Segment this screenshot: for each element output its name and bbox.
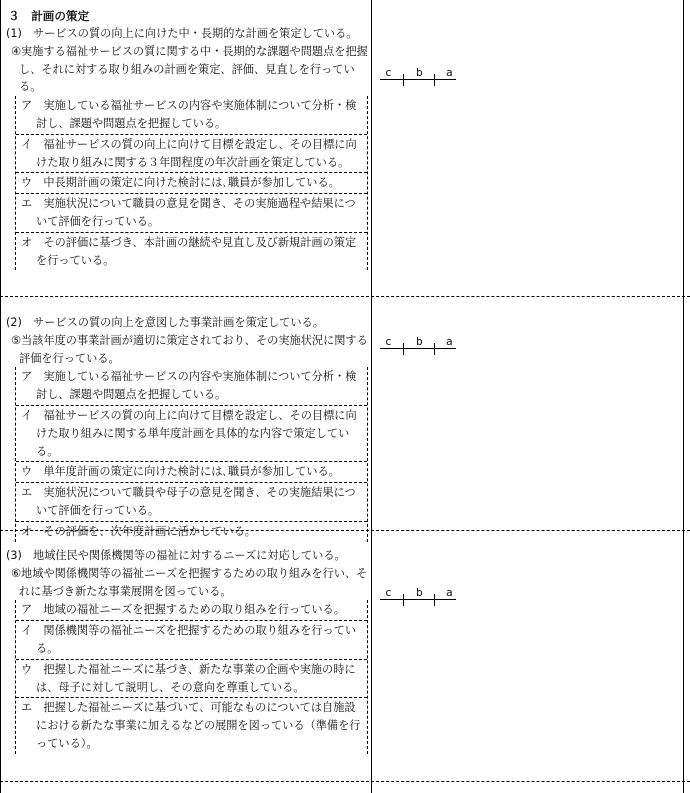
sub-criteria-list	[15, 367, 368, 541]
sub-criterion: オ その評価に基づき、本計画の継続や見直し及び新規計画の策定を行っている。	[21, 235, 357, 267]
item-title: (1) サービスの質の向上に向けた中・長期的な計画を策定している。	[6, 27, 358, 40]
rating-baseline	[380, 599, 456, 600]
rating-c[interactable]: c	[385, 335, 392, 348]
sub-criterion: ア 実施している福祉サービスの内容や実施体制について分析・検討し、課題や問題点を把握している。	[16, 96, 367, 135]
sub-criterion: ア 地域の福祉ニーズを把握するための取り組みを行っている。	[16, 600, 367, 621]
rating-baseline	[380, 348, 456, 349]
sub-criterion: ウ 単年度計画の策定に向けた検討には､職員が参加している。	[16, 462, 367, 483]
sub-criterion: イ 福祉サービスの質の向上に向けて目標を設定し、その目標に向けた取り組みに関する単年度計画を具体的な内容で策定している。	[16, 406, 367, 462]
sub-criterion: イ 関係機関等の福祉ニーズを把握するための取り組みを行っている。	[16, 621, 367, 660]
rating-tick	[403, 343, 404, 355]
rating-b[interactable]: b	[416, 66, 423, 79]
sub-criteria-list	[15, 600, 368, 753]
sub-criterion: エ 実施状況について職員や母子の意見を聞き、その実施結果について評価を行っている。	[16, 483, 367, 522]
rating-b[interactable]: b	[416, 586, 423, 599]
sub-criterion: エ 実施状況について職員の意見を聞き、その実施過程や結果について評価を行っている。	[16, 194, 367, 233]
evaluation-item-1	[6, 7, 370, 270]
left-border	[0, 0, 1, 793]
rating-tick	[403, 74, 404, 86]
evaluation-item-2	[6, 314, 370, 542]
rating-tick	[434, 343, 435, 355]
sub-criterion: ウ 把握した福祉ニーズに基づき、新たな事業の企画や実施の時には、母子に対して説明し、その意向を尊重している。	[16, 660, 367, 699]
rating-a[interactable]: a	[446, 66, 453, 79]
rating-tick	[434, 74, 435, 86]
right-border	[683, 0, 684, 793]
evaluation-criterion: ⑤当該年度の事業計画が適切に策定されており、その実施状況に関する評価を行っている。	[11, 333, 368, 365]
evaluation-item-3	[6, 547, 370, 754]
sub-criterion: ウ 中長期計画の策定に向けた検討には､職員が参加している。	[16, 173, 367, 194]
rating-baseline	[380, 79, 456, 80]
rating-c[interactable]: c	[385, 586, 392, 599]
rating-c[interactable]: c	[385, 66, 392, 79]
sub-criterion: オ その評価を、次年度計画に活かしている。	[21, 524, 256, 538]
sub-criterion: イ 福祉サービスの質の向上に向けて目標を設定し、その目標に向けた取り組みに関する３年間程度の年次計画を策定している。	[16, 135, 367, 174]
sub-criterion: ア 実施している福祉サービスの内容や実施体制について分析・検討し、課題や問題点を把握している。	[16, 367, 367, 406]
row-separator	[0, 781, 690, 782]
rating-tick	[403, 594, 404, 606]
item-title: (3) 地域住民や関係機関等の福祉に対するニーズに対応している。	[6, 549, 346, 562]
rating-tick	[434, 594, 435, 606]
column-divider	[371, 0, 372, 793]
rating-scale-1[interactable]	[380, 66, 456, 92]
evaluation-criterion: ⑥地域や関係機関等の福祉ニーズを把握するための取り組みを行い、それに基づき新たな事業展開を図っている。	[11, 566, 368, 598]
row-separator	[0, 296, 690, 297]
rating-scale-3[interactable]	[380, 586, 456, 612]
section-heading: ３ 計画の策定	[8, 9, 90, 23]
rating-b[interactable]: b	[416, 335, 423, 348]
rating-a[interactable]: a	[446, 335, 453, 348]
sub-criteria-list	[15, 96, 368, 270]
rating-a[interactable]: a	[446, 586, 453, 599]
evaluation-criterion: ④実施する福祉サービスの質に関する中・長期的な課題や問題点を把握し、それに対する取り組みの計画を策定、評価、見直しを行っている。	[11, 44, 368, 94]
rating-scale-2[interactable]	[380, 335, 456, 361]
item-title: (2) サービスの質の向上を意図した事業計画を策定している。	[6, 316, 324, 329]
sub-criterion: エ 把握した福祉ニーズに基づいて、可能なものについては自施設における新たな事業に加えるなどの展開を図っている（準備を行っている）。	[21, 701, 361, 750]
